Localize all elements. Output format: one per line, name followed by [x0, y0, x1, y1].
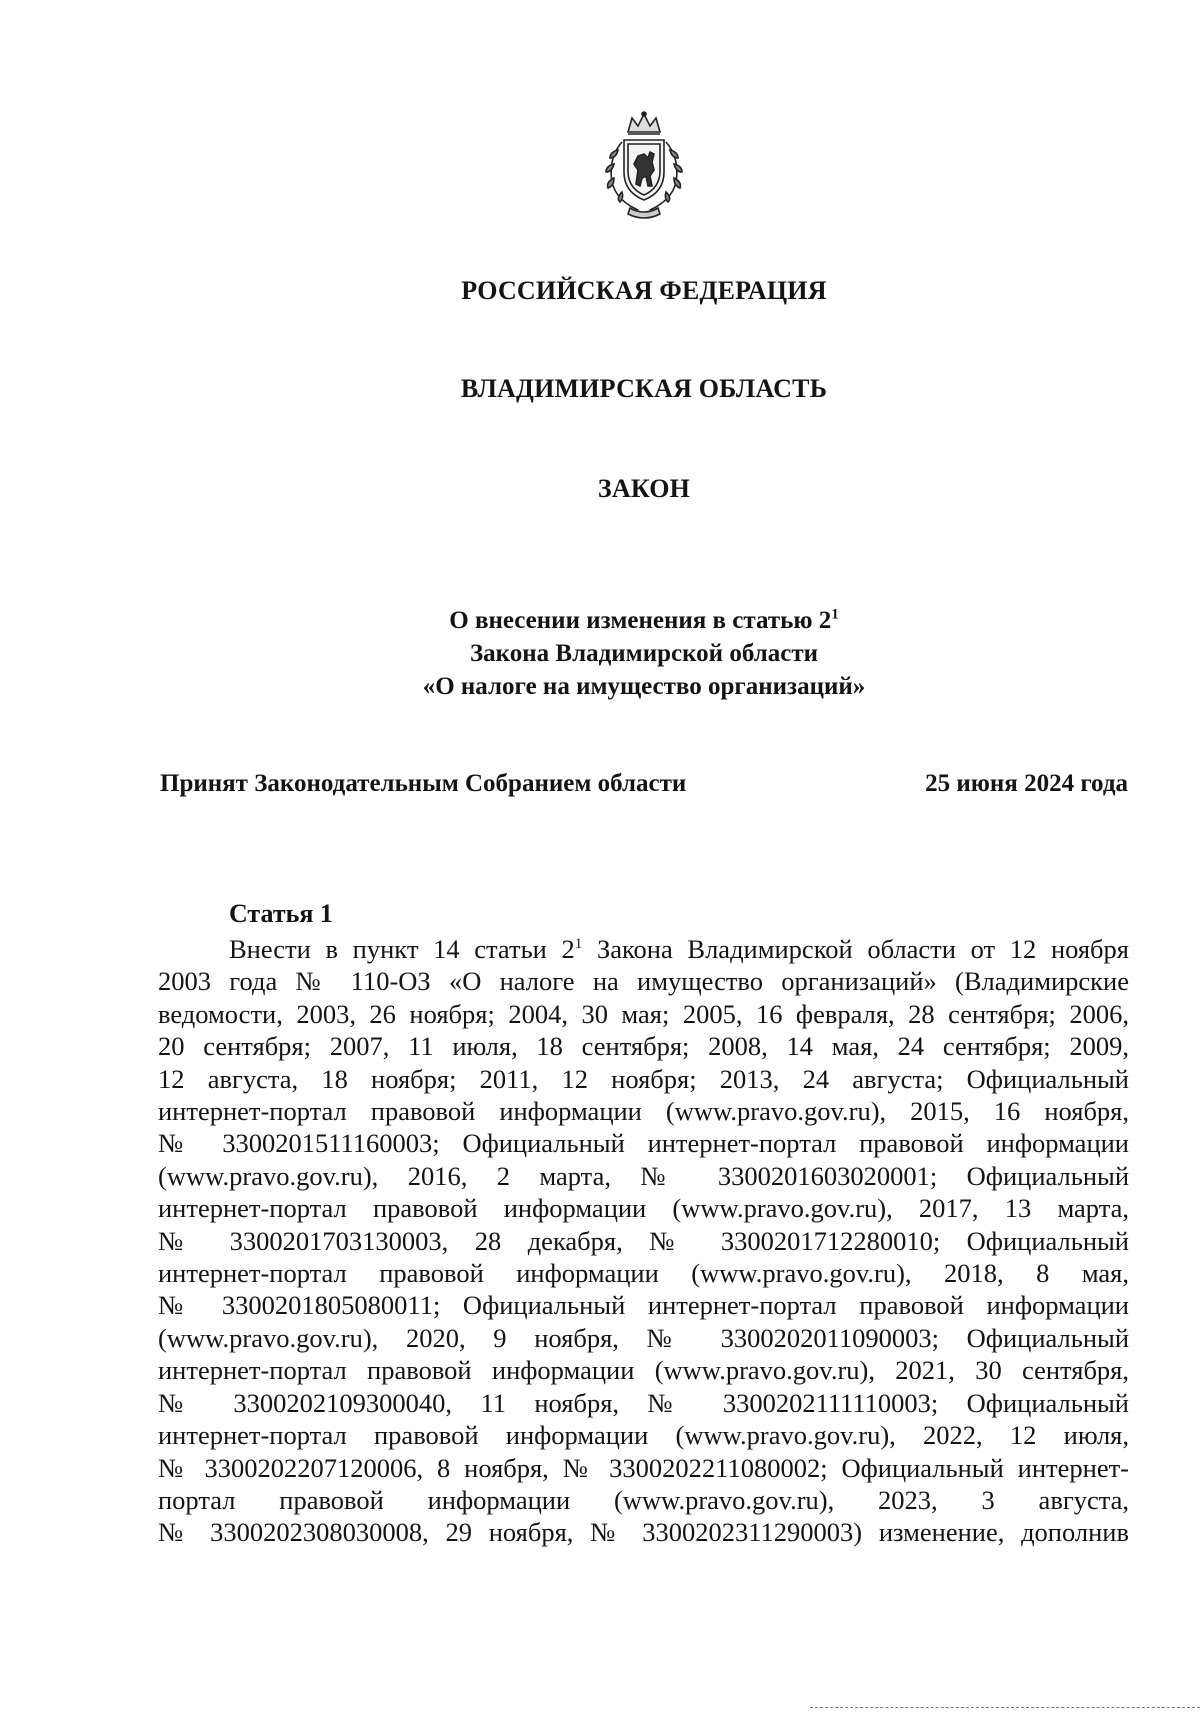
article-line: 2003 года № 110-ОЗ «О налоге на имущество организаций» (Владимирские: [158, 966, 1129, 997]
law-title-line-2: Закона Владимирской области: [469, 640, 819, 667]
article-line: № 3300202207120006, 8 ноября, № 3300202211080002; Официальный интернет-: [158, 1452, 1129, 1483]
article-line: № 3300201805080011; Официальный интернет-портал правовой информации: [158, 1290, 1129, 1321]
article-line: 12 августа, 18 ноября; 2011, 12 ноября; 2013, 24 августа; Официальный: [158, 1063, 1129, 1094]
article-line: № 3300202308030008, 29 ноября, № 3300202311290003) изменение, дополнив: [158, 1517, 1129, 1548]
law-title-line-1: [300, 604, 988, 637]
article-line: № 3300202109300040, 11 ноября, № 3300202111110003; Официальный: [158, 1387, 1129, 1418]
article-line: (www.pravo.gov.ru), 2020, 9 ноября, № 3300202011090003; Официальный: [158, 1322, 1129, 1353]
article-line: интернет-портал правовой информации (www.pravo.gov.ru), 2015, 16 ноября,: [158, 1096, 1129, 1127]
law-title: [300, 604, 988, 703]
law-title-line-3: «О налоге на имущество организаций»: [422, 673, 866, 700]
article-body: [158, 933, 1129, 1549]
article-line: интернет-портал правовой информации (www.pravo.gov.ru), 2017, 13 марта,: [158, 1193, 1129, 1224]
adoption-info: [160, 770, 1128, 798]
document-type-heading: ЗАКОН: [597, 474, 691, 503]
region-heading: ВЛАДИМИРСКАЯ ОБЛАСТЬ: [460, 374, 828, 403]
article-line: ведомости, 2003, 26 ноября; 2004, 30 мая; 2005, 16 февраля, 28 сентября; 2006,: [158, 998, 1129, 1029]
article-line-1-superscript: 1: [574, 936, 583, 953]
article-line: [158, 933, 1129, 965]
article-line: (www.pravo.gov.ru), 2016, 2 марта, № 3300201603020001; Официальный: [158, 1160, 1129, 1191]
adoption-date: 25 июня 2024 года: [925, 770, 1128, 797]
law-title-superscript: 1: [831, 606, 839, 623]
coat-of-arms-icon: [594, 110, 694, 220]
country-heading: РОССИЙСКАЯ ФЕДЕРАЦИЯ: [461, 276, 827, 305]
adopted-by: Принят Законодательным Собранием области: [160, 770, 687, 797]
article-line: интернет-портал правовой информации (www.pravo.gov.ru), 2021, 30 сентября,: [158, 1355, 1129, 1386]
article-line: № 3300201511160003; Официальный интернет-портал правовой информации: [158, 1128, 1129, 1159]
law-title-line-1-text: О внесении изменения в статью 2: [449, 607, 832, 634]
article-line-1-start: Внести в пункт 14 статьи 2: [229, 934, 575, 964]
article-line: портал правовой информации (www.pravo.gov.ru), 2023, 3 августа,: [158, 1484, 1129, 1515]
article-line: интернет-портал правовой информации (www.pravo.gov.ru), 2018, 8 мая,: [158, 1258, 1129, 1289]
article-line-1-end: Закона Владимирской области от 12 ноября: [582, 934, 1129, 964]
article-line: № 3300201703130003, 28 декабря, № 3300201712280010; Официальный: [158, 1225, 1129, 1256]
article-line: 20 сентября; 2007, 11 июля, 18 сентября; 2008, 14 мая, 24 сентября; 2009,: [158, 1031, 1129, 1062]
page-footer-rule: [810, 1707, 1200, 1711]
article-line: интернет-портал правовой информации (www.pravo.gov.ru), 2022, 12 июля,: [158, 1420, 1129, 1451]
article-title: Статья 1: [229, 899, 333, 928]
